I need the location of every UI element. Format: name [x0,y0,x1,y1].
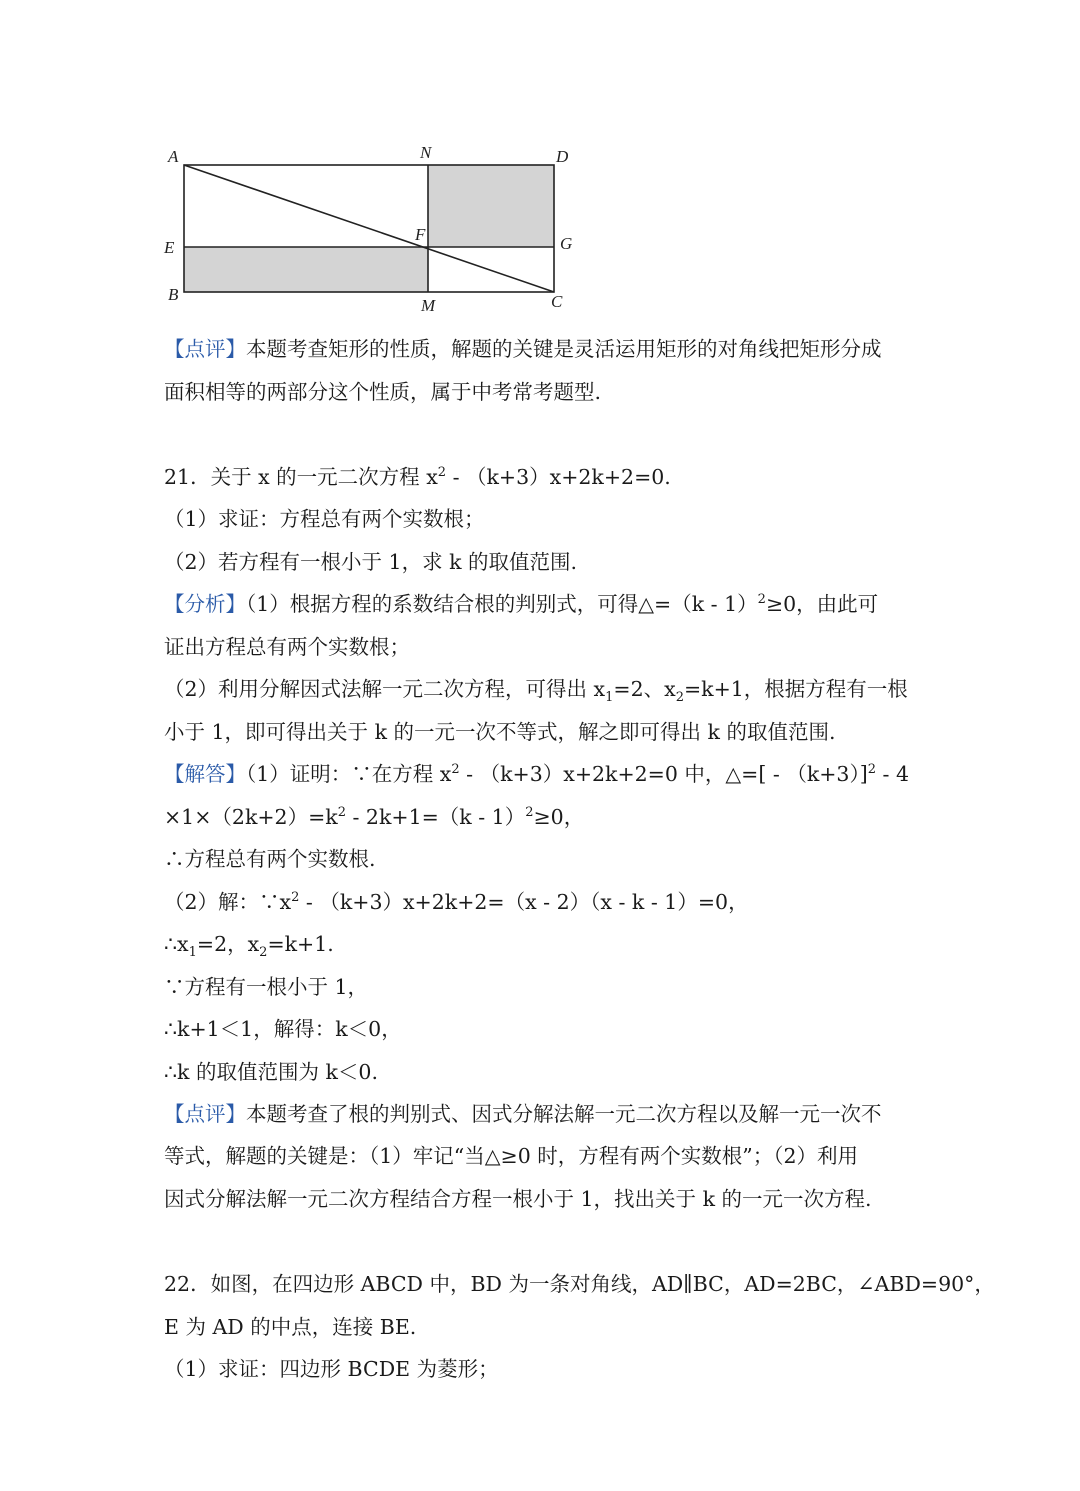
answer-line1 [164,759,964,789]
review2-text1: 本题考查了根的判别式、因式分解法解一元二次方程以及解一元一次不 [246,1102,882,1126]
review1-text1: 本题考查矩形的性质，解题的关键是灵活运用矩形的对角线把矩形分成 [246,337,882,361]
answer-l1-sup1: 2 [451,762,460,778]
q22-line2: E 为 AD 的中点，连接 BE. [164,1315,417,1339]
review2-tag: 【点评】 [164,1102,246,1126]
answer-l4-sup: 2 [291,890,300,906]
answer-l5-sub1: 1 [188,945,197,961]
answer-l5-sub2: 2 [259,945,268,961]
q21-stem-sup: 2 [437,465,447,481]
answer-line8: ∴k 的取值范围为 k＜0. [164,1060,378,1084]
label-C: C [551,292,563,311]
q21-stem-a: 21．关于 x 的一元二次方程 x [164,465,438,489]
answer-l1-b: - （k+3）x+2k+2=0 中，△=[ - （k+3）] [459,762,868,786]
answer-l2-sup2: 2 [525,805,534,821]
answer-line5 [164,929,964,959]
label-A: A [168,147,179,166]
answer-l2-sup1: 2 [337,805,346,821]
rectangle-figure [160,138,590,318]
analysis-line3 [164,674,964,704]
answer-l4-a: （2）解：∵x [164,890,292,914]
analysis-line1 [164,589,964,619]
label-B: B [168,285,179,304]
shaded-region-EFMB [184,247,428,292]
answer-tag: 【解答】 [164,762,246,786]
answer-line4 [164,887,964,917]
analysis-l1-a: （1）根据方程的系数结合根的判别式，可得△=（k - 1） [246,592,758,616]
analysis-l1-sup: 2 [757,592,766,608]
analysis-l1-b: ≥0，由此可 [765,592,879,616]
analysis-tag: 【分析】 [164,592,246,616]
answer-l2-c: ≥0， [533,805,585,829]
review2-line2: 等式，解题的关键是：（1）牢记“当△≥0 时，方程有两个实数根”；（2）利用 [164,1144,859,1168]
answer-line3: ∴方程总有两个实数根. [164,847,376,871]
analysis-line4: 小于 1，即可得出关于 k 的一元一次不等式，解之即可得出 k 的取值范围. [164,720,836,744]
answer-l1-sup2: 2 [867,762,876,778]
label-E: E [164,238,175,257]
review2-line3: 因式分解法解一元二次方程结合方程一根小于 1，找出关于 k 的一元一次方程. [164,1187,872,1211]
label-D: D [556,147,569,166]
q21-stem [164,462,964,492]
q21-stem-b: - （k+3）x+2k+2=0. [446,465,671,489]
answer-l1-c: - 4 [876,762,910,786]
analysis-l3-a: （2）利用分解因式法解一元二次方程，可得出 x [164,677,606,701]
analysis-line2: 证出方程总有两个实数根； [164,635,410,659]
answer-l5-a: ∴x [164,932,189,956]
rectangle-diagram [160,138,590,318]
answer-line7: ∴k+1＜1，解得：k＜0， [164,1017,402,1041]
q21-part1: （1）求证：方程总有两个实数根； [164,507,485,531]
label-G: G [560,234,573,253]
review2-line1 [164,1099,964,1129]
answer-l1-a: （1）证明：∵在方程 x [246,762,452,786]
answer-line2 [164,802,964,832]
answer-l2-b: - 2k+1=（k - 1） [345,805,526,829]
shaded-region-NDGF [428,165,554,247]
analysis-l3-c: =k+1，根据方程有一根 [683,677,908,701]
label-M: M [421,296,436,315]
review1-line1 [164,334,964,364]
label-F: F [415,225,426,244]
answer-l4-b: - （k+3）x+2k+2=（x - 2）（x - k - 1）=0， [299,890,749,914]
review-tag: 【点评】 [164,337,246,361]
answer-l2-a: ×1×（2k+2）=k [164,805,338,829]
q21-part2: （2）若方程有一根小于 1，求 k 的取值范围. [164,550,578,574]
review1-line2: 面积相等的两部分这个性质，属于中考常考题型. [164,380,602,404]
answer-l5-b: =2，x [196,932,260,956]
q22-part1: （1）求证：四边形 BCDE 为菱形； [164,1357,499,1381]
answer-line6: ∵方程有一根小于 1， [164,975,369,999]
analysis-l3-sub1: 1 [605,690,614,706]
answer-l5-c: =k+1. [267,932,334,956]
label-N: N [420,143,432,162]
analysis-l3-sub2: 2 [675,690,684,706]
analysis-l3-b: =2、x [613,677,676,701]
q22-line1: 22．如图，在四边形 ABCD 中，BD 为一条对角线，AD∥BC，AD=2BC，∠ABD=90°， [164,1272,995,1296]
